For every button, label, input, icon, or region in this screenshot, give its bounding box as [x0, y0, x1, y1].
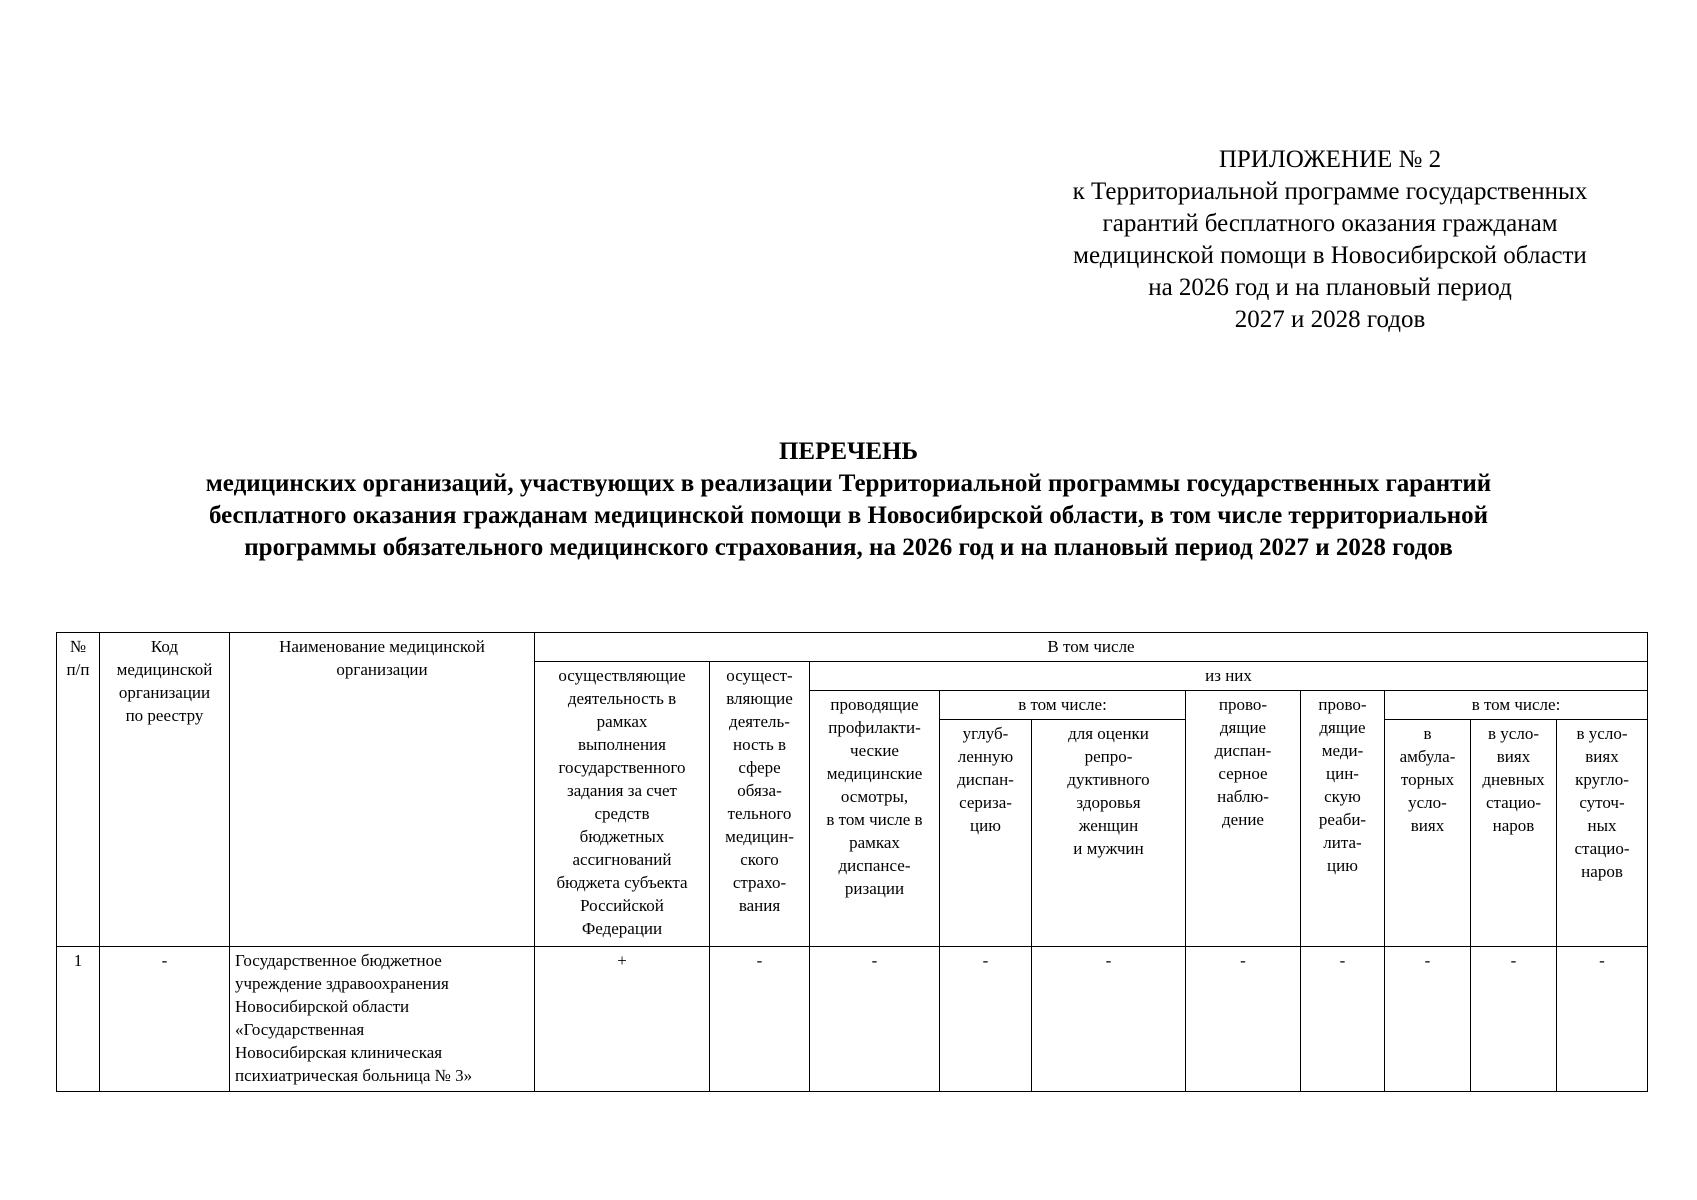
- heading-title: ПЕРЕЧЕНЬ: [778, 438, 919, 465]
- header-state-task: осуществляющие деятельность в рамках выполнения государственного задания за счет средств бюджетных ассигнований бюджета субъекта Российской Федерации: [535, 662, 710, 947]
- appendix-line: на 2026 год и на плановый период: [1148, 274, 1512, 301]
- header-disp-observation: прово- дящие диспан- серное наблю- дение: [1186, 691, 1301, 947]
- header-code: Код медицинской организации по реестру: [100, 633, 230, 947]
- cell-day-hospital: -: [1471, 947, 1557, 1092]
- cell-round-hospital: -: [1557, 947, 1648, 1092]
- header-row: [57, 633, 1648, 662]
- header-including-rehab: в том числе:: [1385, 691, 1648, 720]
- appendix-line: медицинской помощи в Новосибирской области: [1073, 242, 1587, 269]
- organizations-table-wrapper: [56, 632, 1648, 1092]
- cell-prof-exams: -: [810, 947, 940, 1092]
- appendix-line: 2027 и 2028 годов: [1234, 306, 1426, 333]
- organizations-table: [56, 632, 1648, 1092]
- header-of-them: из них: [810, 662, 1648, 691]
- header-prof-exams: проводящие профилакти- ческие медицинские осмотры, в том числе в рамках диспансе- ризации: [810, 691, 940, 947]
- cell-org-name: Государственное бюджетное учреждение здравоохранения Новосибирской области «Государственная Новосибирская клиническая психиатрическая больница № 3»: [230, 947, 535, 1092]
- cell-deep-disp: -: [940, 947, 1032, 1092]
- appendix-line: к Территориальной программе государственных: [1072, 178, 1588, 205]
- header-including-exams: в том числе:: [940, 691, 1186, 720]
- header-day-hospital: в усло- виях дневных стацио- наров: [1471, 720, 1557, 947]
- heading-line: бесплатного оказания гражданам медицинской помощи в Новосибирской области, в том числе территориальной: [208, 502, 1489, 529]
- cell-oms: -: [710, 947, 810, 1092]
- table-row: [57, 947, 1648, 1092]
- cell-num: 1: [57, 947, 100, 1092]
- header-round-hospital: в усло- виях кругло- суточ- ных стацио- наров: [1557, 720, 1648, 947]
- cell-reproductive: -: [1032, 947, 1186, 1092]
- appendix-line: гарантий бесплатного оказания гражданам: [1102, 210, 1558, 237]
- cell-code: -: [100, 947, 230, 1092]
- document-heading: [60, 436, 1637, 564]
- appendix-block: [1030, 144, 1630, 336]
- heading-line: медицинских организаций, участвующих в реализации Территориальной программы государственных гарантий: [205, 470, 1492, 497]
- header-num: № п/п: [57, 633, 100, 947]
- heading-line: программы обязательного медицинского страхования, на 2026 год и на плановый период 2027 и 2028 годов: [244, 534, 1453, 561]
- header-ambulatory: в амбула- торных усло- виях: [1385, 720, 1471, 947]
- cell-ambulatory: -: [1385, 947, 1471, 1092]
- header-oms: осущест- вляющие деятель- ность в сфере обяза- тельного медицин- ского страхо- вания: [710, 662, 810, 947]
- header-name: Наименование медицинской организации: [230, 633, 535, 947]
- cell-rehabilitation: -: [1301, 947, 1385, 1092]
- header-deep-disp: углуб- ленную диспан- сериза- цию: [940, 720, 1032, 947]
- header-reproductive: для оценки репро- дуктивного здоровья женщин и мужчин: [1032, 720, 1186, 947]
- appendix-title: ПРИЛОЖЕНИЕ № 2: [1218, 146, 1442, 173]
- header-including: В том числе: [535, 633, 1648, 662]
- header-rehabilitation: прово- дящие меди- цин- скую реаби- лита- цию: [1301, 691, 1385, 947]
- cell-disp-observation: -: [1186, 947, 1301, 1092]
- cell-state-task: +: [535, 947, 710, 1092]
